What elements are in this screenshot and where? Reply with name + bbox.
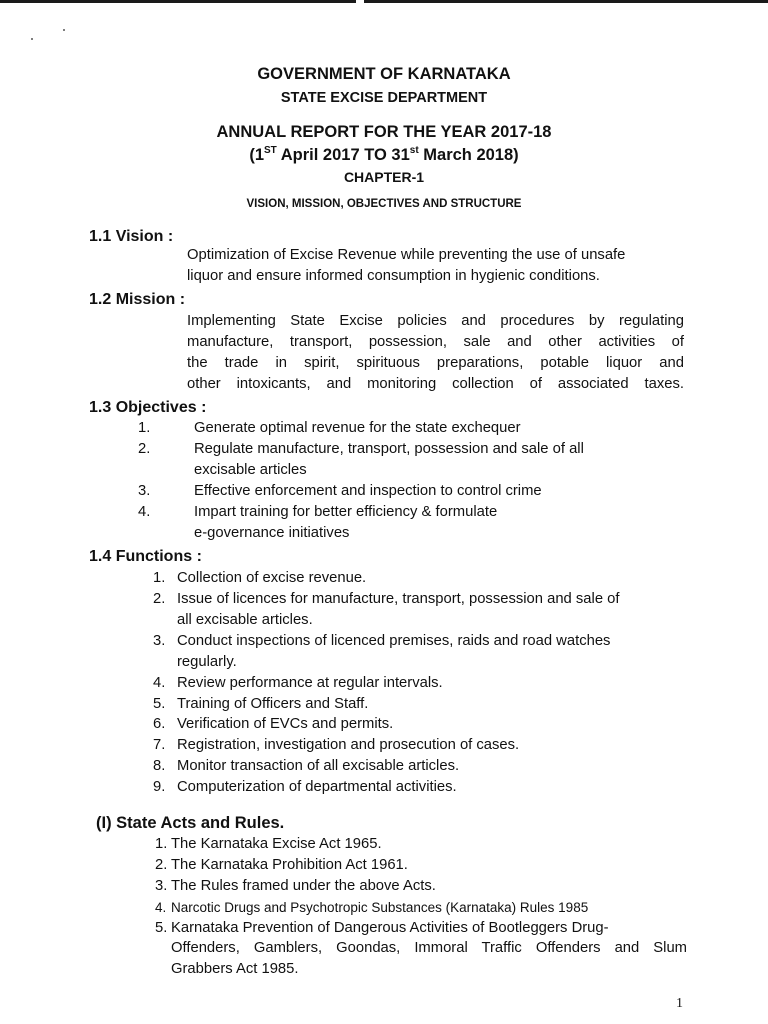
chapter-subtitle: VISION, MISSION, OBJECTIVES AND STRUCTURE [246, 198, 522, 210]
list-item: 4. Narcotic Drugs and Psychotropic Substances (Karnataka) Rules 1985 [155, 900, 589, 915]
page-top-rule [0, 0, 768, 3]
mission-line: manufacture, transport, possession, sale and other activities of [187, 334, 684, 350]
continuation-line: Grabbers Act 1985. [171, 961, 299, 977]
list-item: 8. Monitor transaction of all excisable articles. [153, 758, 460, 774]
list-item: 1. The Karnataka Excise Act 1965. [155, 836, 382, 852]
vision-line: liquor and ensure informed consumption in hygienic conditions. [187, 268, 600, 284]
list-item: 1. Generate optimal revenue for the state exchequer [138, 420, 521, 436]
report-period: (1ST April 2017 TO 31st March 2018) [249, 145, 519, 164]
vision-heading: 1.1 Vision : [89, 228, 174, 245]
list-item: 6. Verification of EVCs and permits. [153, 716, 394, 732]
list-item: 9. Computerization of departmental activities. [153, 779, 457, 795]
list-item: 7. Registration, investigation and prosecution of cases. [153, 737, 520, 753]
page-top-rule-gap [356, 0, 364, 3]
mission-line: other intoxicants, and monitoring collection of associated taxes. [187, 376, 684, 392]
acts-heading: (I) State Acts and Rules. [96, 814, 285, 832]
list-item: 3. Conduct inspections of licenced premises, raids and road watches [153, 633, 611, 649]
list-item: 1. Collection of excise revenue. [153, 570, 367, 586]
mission-text [187, 311, 684, 395]
header-department: STATE EXCISE DEPARTMENT [280, 90, 488, 106]
scan-speck [63, 29, 65, 31]
list-item-continuation: regularly. [177, 654, 237, 670]
chapter-label: CHAPTER-1 [343, 169, 425, 185]
report-title: ANNUAL REPORT FOR THE YEAR 2017-18 [216, 123, 552, 141]
list-item: 5. Karnataka Prevention of Dangerous Activities of Bootleggers Drug- [155, 920, 609, 936]
list-item: 2. Regulate manufacture, transport, possession and sale of all [138, 441, 584, 457]
list-item: 3. Effective enforcement and inspection to control crime [138, 483, 542, 499]
vision-text [187, 245, 687, 287]
list-item: 4. Impart training for better efficiency & formulate [138, 504, 498, 520]
objectives-heading: 1.3 Objectives : [89, 399, 207, 416]
scan-speck [31, 38, 33, 40]
list-item: 3. The Rules framed under the above Acts. [155, 878, 436, 894]
list-item-continuation: all excisable articles. [177, 612, 313, 628]
list-item: 2. The Karnataka Prohibition Act 1961. [155, 857, 408, 873]
list-item: 2. Issue of licences for manufacture, transport, possession and sale of [153, 591, 620, 607]
continuation-line: Offenders, Gamblers, Goondas, Immoral Traffic Offenders and Slum [171, 940, 687, 956]
mission-line: Implementing State Excise policies and procedures by regulating [187, 313, 684, 329]
header-government: GOVERNMENT OF KARNATAKA [257, 65, 511, 83]
vision-line: Optimization of Excise Revenue while preventing the use of unsafe [187, 247, 626, 263]
list-item-continuation: excisable articles [194, 462, 307, 478]
mission-heading: 1.2 Mission : [89, 291, 186, 308]
list-item: 4. Review performance at regular intervals. [153, 675, 443, 691]
list-item-continuation [171, 938, 687, 980]
list-item: 5. Training of Officers and Staff. [153, 696, 369, 712]
page-number: 1 [676, 996, 683, 1011]
list-item-continuation: e-governance initiatives [194, 525, 350, 541]
mission-line: the trade in spirit, spirituous preparations, potable liquor and [187, 355, 684, 371]
functions-heading: 1.4 Functions : [89, 548, 202, 565]
